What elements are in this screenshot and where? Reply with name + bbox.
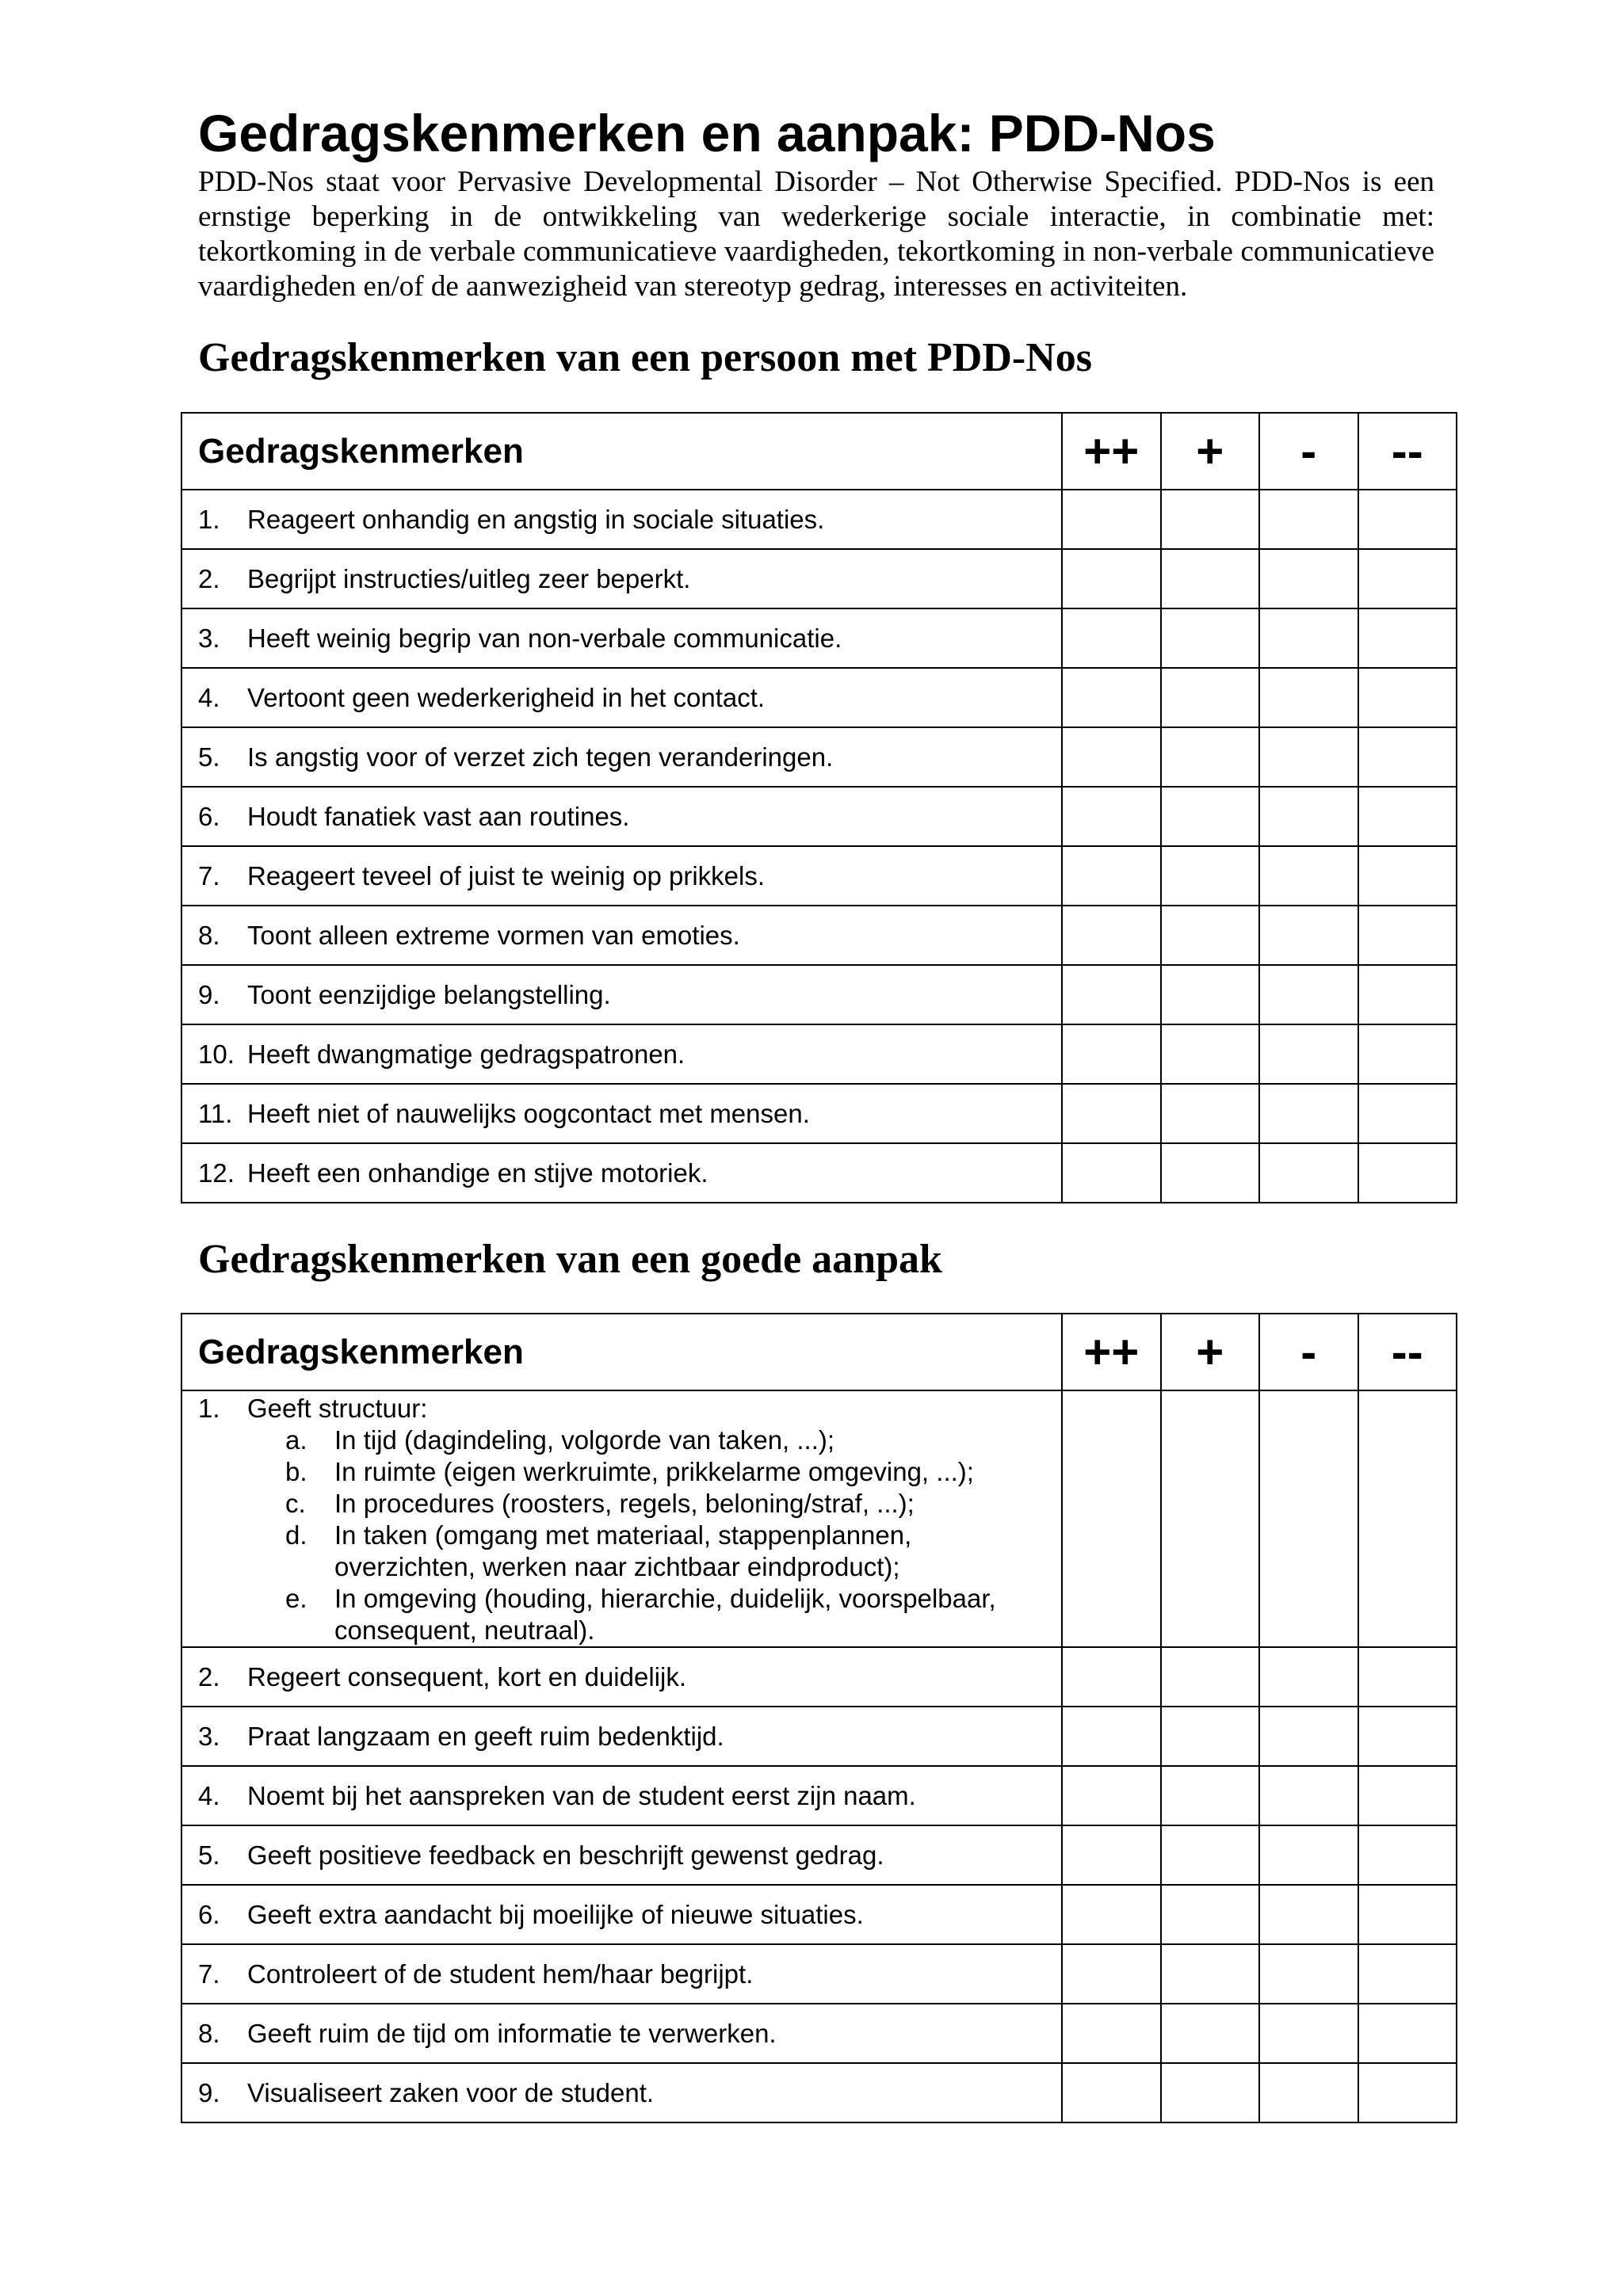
persoon-gedragskenmerken-table (181, 412, 1457, 1203)
rating-cell-very-positive[interactable] (1062, 727, 1161, 787)
rating-cell-positive[interactable] (1161, 549, 1260, 608)
table-row (181, 1707, 1457, 1766)
table-row (181, 2004, 1457, 2063)
rating-cell-very-negative[interactable] (1358, 549, 1457, 608)
table-row (181, 1885, 1457, 1944)
rating-cell-positive[interactable] (1161, 608, 1260, 668)
rating-cell-very-positive[interactable] (1062, 1944, 1161, 2004)
table-row (181, 608, 1457, 668)
sub-list-item (198, 1520, 1061, 1583)
table-row (181, 1024, 1457, 1084)
rating-cell-negative[interactable] (1259, 1707, 1358, 1766)
item-cell (181, 727, 1062, 787)
item-text: Vertoont geen wederkerigheid in het contact. (247, 682, 766, 712)
table-row (181, 965, 1457, 1024)
table-row (181, 2063, 1457, 2122)
item-number: 9. (198, 979, 220, 1009)
sub-item-letter: d. (285, 1520, 307, 1550)
rating-cell-very-negative[interactable] (1358, 1084, 1457, 1143)
item-text: Begrijpt instructies/uitleg zeer beperkt. (247, 563, 691, 593)
item-text: Heeft een onhandige en stijve motoriek. (247, 1158, 708, 1188)
sub-item-text: In tijd (dagindeling, volgorde van taken, ...); (334, 1425, 835, 1455)
rating-cell-very-negative[interactable] (1358, 1143, 1457, 1203)
rating-cell-negative[interactable] (1259, 727, 1358, 787)
page-title: Gedragskenmerken en aanpak: PDD-Nos (198, 104, 1216, 162)
rating-cell-very-negative[interactable] (1358, 1707, 1457, 1766)
rating-cell-very-positive[interactable] (1062, 965, 1161, 1024)
item-text: Regeert consequent, kort en duidelijk. (247, 1661, 687, 1691)
rating-cell-positive[interactable] (1161, 787, 1260, 846)
item-number: 2. (198, 1661, 220, 1691)
item-text: Houdt fanatiek vast aan routines. (247, 801, 630, 831)
structure-item-cell (181, 1390, 1062, 1647)
sub-item-text: In procedures (roosters, regels, beloning/straf, ...); (334, 1489, 915, 1518)
rating-cell-very-positive[interactable] (1062, 668, 1161, 727)
item-number: 5. (198, 742, 220, 772)
column-header-negative: - (1259, 413, 1358, 490)
table-row (181, 1647, 1457, 1707)
sub-item-letter: e. (285, 1584, 307, 1613)
rating-cell-positive[interactable] (1161, 846, 1260, 906)
rating-cell-very-negative[interactable] (1358, 1647, 1457, 1707)
item-text: Is angstig voor of verzet zich tegen veranderingen. (247, 742, 834, 772)
rating-cell-positive[interactable] (1161, 1143, 1260, 1203)
item-number: 6. (198, 1899, 220, 1929)
table-row (181, 846, 1457, 906)
item-text: Praat langzaam en geeft ruim bedenktijd. (247, 1721, 724, 1751)
sub-item-letter: a. (285, 1425, 307, 1455)
item-text: Geeft extra aandacht bij moeilijke of nieuwe situaties. (247, 1899, 864, 1929)
item-cell (181, 608, 1062, 668)
rating-cell-positive[interactable] (1161, 965, 1260, 1024)
item-cell (181, 668, 1062, 727)
rating-cell-negative[interactable] (1259, 549, 1358, 608)
table-row (181, 1143, 1457, 1203)
rating-cell-positive[interactable] (1161, 1024, 1260, 1084)
item-number: 6. (198, 801, 220, 831)
rating-cell-negative[interactable] (1259, 668, 1358, 727)
table-row (181, 1825, 1457, 1885)
item-text: Toont eenzijdige belangstelling. (247, 979, 611, 1009)
item-cell (181, 965, 1062, 1024)
item-cell (181, 1024, 1062, 1084)
sub-list-item (198, 1583, 1061, 1646)
item-text: Geeft ruim de tijd om informatie te verwerken. (247, 2018, 777, 2048)
rating-cell-very-negative[interactable] (1358, 668, 1457, 727)
item-number: 9. (198, 2077, 220, 2107)
sub-item-text: In omgeving (houding, hierarchie, duidelijk, voorspelbaar, consequent, neutraal). (334, 1584, 996, 1645)
item-number: 3. (198, 1721, 220, 1751)
rating-cell-very-negative[interactable] (1358, 906, 1457, 965)
rating-cell-very-negative[interactable] (1358, 727, 1457, 787)
rating-cell-negative[interactable] (1259, 2004, 1358, 2063)
aanpak-items (181, 1390, 1457, 2122)
rating-cell-negative[interactable] (1259, 1885, 1358, 1944)
sub-item-text: In ruimte (eigen werkruimte, prikkelarme omgeving, ...); (334, 1457, 974, 1486)
rating-cell-very-positive[interactable] (1062, 1024, 1161, 1084)
rating-cell-very-positive[interactable] (1062, 787, 1161, 846)
table-header-row (181, 1314, 1457, 1390)
rating-cell-negative[interactable] (1259, 1647, 1358, 1707)
item-cell (181, 1825, 1062, 1885)
rating-cell-positive[interactable] (1161, 2063, 1260, 2122)
sub-list-item (198, 1425, 1061, 1456)
table-row (181, 1390, 1457, 1647)
rating-cell-negative[interactable] (1259, 1825, 1358, 1885)
column-header-positive: + (1161, 413, 1260, 490)
rating-cell-very-positive[interactable] (1062, 1707, 1161, 1766)
rating-cell-very-negative[interactable] (1358, 1825, 1457, 1885)
item-text: Noemt bij het aanspreken van de student eerst zijn naam. (247, 1780, 916, 1810)
rating-cell-very-positive[interactable] (1062, 1390, 1161, 1647)
rating-cell-positive[interactable] (1161, 727, 1260, 787)
rating-cell-very-positive[interactable] (1062, 2004, 1161, 2063)
persoon-items (181, 490, 1457, 1203)
item-number: 5. (198, 1840, 220, 1870)
item-text: Heeft weinig begrip van non-verbale communicatie. (247, 623, 842, 653)
rating-cell-very-negative[interactable] (1358, 2004, 1457, 2063)
rating-cell-very-positive[interactable] (1062, 1825, 1161, 1885)
item-number: 3. (198, 623, 220, 653)
rating-cell-positive[interactable] (1161, 2004, 1260, 2063)
table-row (181, 787, 1457, 846)
item-text: Geeft structuur: (247, 1394, 428, 1423)
item-cell (181, 1084, 1062, 1143)
item-number: 7. (198, 860, 220, 891)
structure-sub-list (198, 1425, 1061, 1646)
rating-cell-very-positive[interactable] (1062, 846, 1161, 906)
rating-cell-very-negative[interactable] (1358, 490, 1457, 549)
sub-list-item (198, 1488, 1061, 1520)
item-text: Reageert teveel of juist te weinig op prikkels. (247, 860, 766, 891)
rating-cell-negative[interactable] (1259, 1944, 1358, 2004)
rating-cell-very-positive[interactable] (1062, 1143, 1161, 1203)
sub-item-text: In taken (omgang met materiaal, stappenplannen, overzichten, werken naar zichtbaar eindproduct); (334, 1520, 912, 1581)
sub-item-letter: c. (285, 1489, 306, 1518)
item-number: 12. (198, 1158, 235, 1188)
table-row (181, 668, 1457, 727)
rating-cell-negative[interactable] (1259, 608, 1358, 668)
rating-cell-very-negative[interactable] (1358, 846, 1457, 906)
item-cell (181, 1766, 1062, 1825)
item-number: 2. (198, 563, 220, 593)
rating-cell-positive[interactable] (1161, 490, 1260, 549)
rating-cell-negative[interactable] (1259, 490, 1358, 549)
item-cell (181, 1707, 1062, 1766)
rating-cell-negative[interactable] (1259, 1143, 1358, 1203)
item-number: 1. (198, 1394, 220, 1423)
item-number: 4. (198, 1780, 220, 1810)
rating-cell-very-positive[interactable] (1062, 490, 1161, 549)
table-row (181, 1944, 1457, 2004)
item-text: Reageert onhandig en angstig in sociale situaties. (247, 504, 825, 534)
item-cell (181, 490, 1062, 549)
item-cell (181, 2063, 1062, 2122)
rating-cell-very-negative[interactable] (1358, 2063, 1457, 2122)
table-header-row (181, 413, 1457, 490)
column-header-very-positive: ++ (1062, 413, 1161, 490)
column-header-very-negative: -- (1358, 413, 1457, 490)
rating-cell-positive[interactable] (1161, 1647, 1260, 1707)
rating-cell-positive[interactable] (1161, 1390, 1260, 1647)
item-text: Toont alleen extreme vormen van emoties. (247, 920, 740, 950)
rating-cell-very-negative[interactable] (1358, 787, 1457, 846)
item-text: Controleert of de student hem/haar begrijpt. (247, 1958, 754, 1989)
rating-cell-very-negative[interactable] (1358, 965, 1457, 1024)
rating-cell-very-positive[interactable] (1062, 1766, 1161, 1825)
rating-cell-very-positive[interactable] (1062, 1885, 1161, 1944)
rating-cell-positive[interactable] (1161, 906, 1260, 965)
column-header-gedragskenmerken: Gedragskenmerken (181, 1314, 1062, 1390)
column-header-very-positive: ++ (1062, 1314, 1161, 1390)
rating-cell-positive[interactable] (1161, 1944, 1260, 2004)
table-row (181, 1766, 1457, 1825)
rating-cell-negative[interactable] (1259, 1024, 1358, 1084)
item-cell (181, 1944, 1062, 2004)
section-2-heading: Gedragskenmerken van een goede aanpak (198, 1237, 942, 1282)
aanpak-gedragskenmerken-table (181, 1313, 1457, 2123)
item-text: Heeft dwangmatige gedragspatronen. (247, 1039, 685, 1069)
intro-paragraph: PDD-Nos staat voor Pervasive Developmental Disorder – Not Otherwise Specified. PDD-Nos is een ernstige beperking in de ontwikkeling van wederkerige sociale interactie, in combinatie met: tekortkoming in de verbale communicatieve vaardigheden, tekortkoming in non-verbale communicatieve vaardigheden en/of de aanwezigheid van stereotyp gedrag, interesses en activiteiten. (198, 166, 1434, 303)
rating-cell-positive[interactable] (1161, 1084, 1260, 1143)
rating-cell-positive[interactable] (1161, 1766, 1260, 1825)
item-text: Geeft positieve feedback en beschrijft gewenst gedrag. (247, 1840, 884, 1870)
rating-cell-very-negative[interactable] (1358, 1024, 1457, 1084)
table-row (181, 1084, 1457, 1143)
item-number: 4. (198, 682, 220, 712)
item-number: 8. (198, 920, 220, 950)
rating-cell-very-negative[interactable] (1358, 1885, 1457, 1944)
rating-cell-negative[interactable] (1259, 787, 1358, 846)
rating-cell-very-positive[interactable] (1062, 2063, 1161, 2122)
table-row (181, 906, 1457, 965)
table-row (181, 549, 1457, 608)
sub-list-item (198, 1456, 1061, 1488)
rating-cell-very-negative[interactable] (1358, 608, 1457, 668)
rating-cell-very-negative[interactable] (1358, 1944, 1457, 2004)
rating-cell-very-positive[interactable] (1062, 608, 1161, 668)
section-1-heading: Gedragskenmerken van een persoon met PDD-Nos (198, 335, 1093, 380)
rating-cell-negative[interactable] (1259, 1766, 1358, 1825)
item-number: 7. (198, 1958, 220, 1989)
column-header-negative: - (1259, 1314, 1358, 1390)
rating-cell-very-positive[interactable] (1062, 906, 1161, 965)
rating-cell-negative[interactable] (1259, 906, 1358, 965)
rating-cell-negative[interactable] (1259, 1390, 1358, 1647)
sub-item-letter: b. (285, 1457, 307, 1486)
item-cell (181, 549, 1062, 608)
rating-cell-negative[interactable] (1259, 846, 1358, 906)
column-header-gedragskenmerken: Gedragskenmerken (181, 413, 1062, 490)
rating-cell-very-negative[interactable] (1358, 1766, 1457, 1825)
rating-cell-positive[interactable] (1161, 1885, 1260, 1944)
rating-cell-negative[interactable] (1259, 1084, 1358, 1143)
item-cell (181, 846, 1062, 906)
item-number: 10. (198, 1039, 235, 1069)
item-cell (181, 1143, 1062, 1203)
table-row (181, 490, 1457, 549)
item-text: Heeft niet of nauwelijks oogcontact met mensen. (247, 1098, 810, 1128)
item-number: 11. (198, 1098, 233, 1128)
rating-cell-negative[interactable] (1259, 965, 1358, 1024)
rating-cell-very-positive[interactable] (1062, 1647, 1161, 1707)
rating-cell-very-positive[interactable] (1062, 1084, 1161, 1143)
item-cell (181, 1885, 1062, 1944)
item-text: Visualiseert zaken voor de student. (247, 2077, 655, 2107)
rating-cell-positive[interactable] (1161, 1825, 1260, 1885)
table-row (181, 727, 1457, 787)
column-header-positive: + (1161, 1314, 1260, 1390)
item-cell (181, 1647, 1062, 1707)
column-header-very-negative: -- (1358, 1314, 1457, 1390)
rating-cell-very-positive[interactable] (1062, 549, 1161, 608)
item-number: 8. (198, 2018, 220, 2048)
rating-cell-negative[interactable] (1259, 2063, 1358, 2122)
item-cell (181, 787, 1062, 846)
rating-cell-positive[interactable] (1161, 668, 1260, 727)
item-cell (181, 2004, 1062, 2063)
item-cell (181, 906, 1062, 965)
item-number: 1. (198, 504, 220, 534)
rating-cell-positive[interactable] (1161, 1707, 1260, 1766)
rating-cell-very-negative[interactable] (1358, 1390, 1457, 1647)
